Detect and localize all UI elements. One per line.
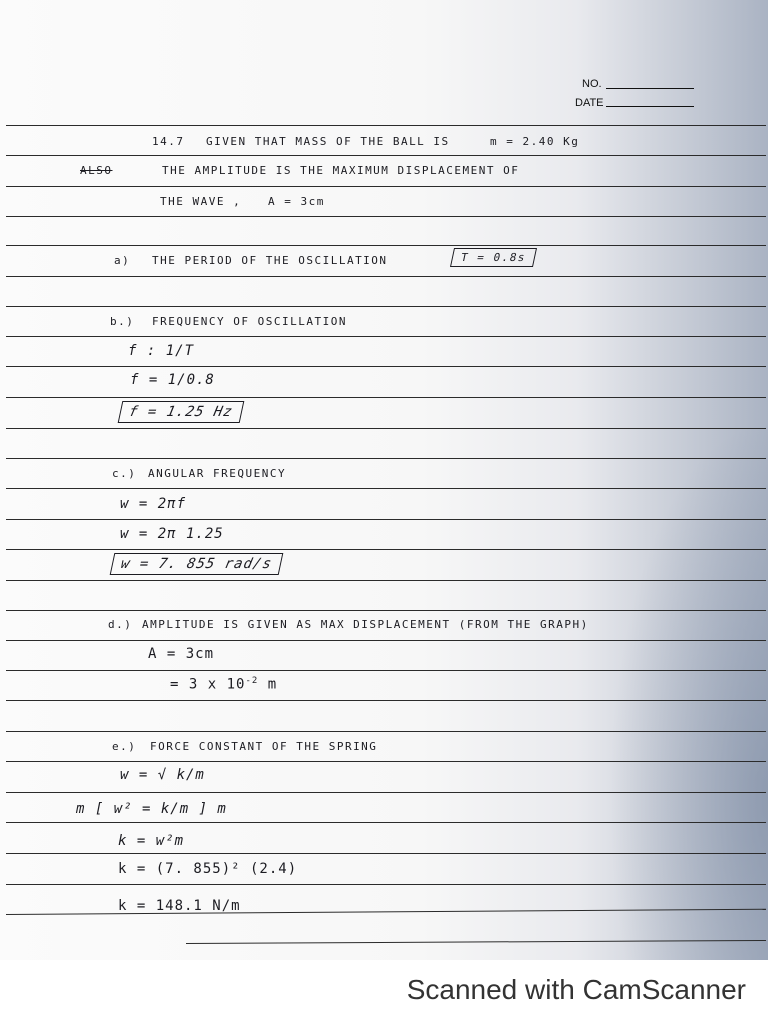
period-answer-box: T = 0.8s <box>450 248 537 267</box>
camscanner-watermark: Scanned with CamScanner <box>406 974 746 1005</box>
angular-answer-box: w = 7. 855 rad/s <box>110 553 284 575</box>
ruled-line <box>6 700 766 701</box>
ruled-line <box>6 306 766 307</box>
ruled-line <box>6 336 766 337</box>
amplitude-value: A = 3cm <box>268 195 325 208</box>
part-d-label: d.) <box>108 618 133 631</box>
ruled-line <box>6 853 766 854</box>
part-e-label: e.) <box>112 740 137 753</box>
ruled-line <box>6 186 766 187</box>
ruled-line <box>6 276 766 277</box>
ruled-line <box>6 216 766 217</box>
spring-formula: w = √ k/m <box>120 767 205 783</box>
scanner-footer <box>0 960 768 1024</box>
spring-rearrange: m [ w² = k/m ] m <box>76 801 227 817</box>
ruled-line <box>6 884 766 885</box>
ruled-line <box>6 792 766 793</box>
ruled-line <box>6 580 766 581</box>
problem-number: 14.7 <box>152 135 185 148</box>
ruled-line <box>6 428 766 429</box>
ruled-line <box>6 640 766 641</box>
ruled-line <box>6 822 766 823</box>
no-label: NO. <box>582 78 602 90</box>
wave-text: THE WAVE , <box>160 195 242 208</box>
frequency-answer-box: f = 1.25 Hz <box>118 401 244 423</box>
ruled-line <box>6 458 766 459</box>
ruled-line <box>6 488 766 489</box>
ruled-line <box>6 670 766 671</box>
amplitude-converted: = 3 x $10^{-2}$ m <box>170 676 278 693</box>
part-b-text: FREQUENCY OF OSCILLATION <box>152 315 347 328</box>
part-c-text: ANGULAR FREQUENCY <box>148 467 287 480</box>
page-shadow <box>608 420 768 960</box>
spring-answer: k = 148.1 N/m <box>118 898 241 914</box>
ruled-line <box>6 519 766 520</box>
date-label: DATE <box>575 97 604 109</box>
ruled-line <box>6 155 766 156</box>
struck-word: ALSO <box>80 164 113 177</box>
spring-substitution: k = (7. 855)² (2.4) <box>118 861 298 877</box>
mass-value: m = 2.40 Kg <box>490 135 580 148</box>
ruled-line <box>6 731 766 732</box>
frequency-formula: f : 1/T <box>128 343 195 359</box>
ruled-line <box>6 245 766 246</box>
frequency-substitution: f = 1/0.8 <box>130 372 215 388</box>
no-line <box>606 88 694 89</box>
ruled-line <box>6 610 766 611</box>
part-a-text: THE PERIOD OF THE OSCILLATION <box>152 254 388 267</box>
given-text: GIVEN THAT MASS OF THE BALL IS <box>206 135 450 148</box>
part-a-label: a) <box>114 254 131 267</box>
part-e-text: FORCE CONSTANT OF THE SPRING <box>150 740 378 753</box>
amplitude-text: THE AMPLITUDE IS THE MAXIMUM DISPLACEMENT OF <box>162 164 520 177</box>
ruled-line <box>6 397 766 398</box>
part-b-label: b.) <box>110 315 135 328</box>
ruled-line <box>6 761 766 762</box>
part-c-label: c.) <box>112 467 137 480</box>
ruled-line <box>6 549 766 550</box>
amplitude-given: A = 3cm <box>148 646 215 662</box>
part-d-text: AMPLITUDE IS GIVEN AS MAX DISPLACEMENT (FROM THE GRAPH) <box>142 618 589 631</box>
spring-solve: k = w²m <box>118 833 185 849</box>
angular-substitution: w = 2π 1.25 <box>120 526 224 542</box>
angular-formula: w = 2πf <box>120 496 187 512</box>
ruled-line <box>6 125 766 126</box>
date-line <box>606 106 694 107</box>
ruled-line <box>6 366 766 367</box>
